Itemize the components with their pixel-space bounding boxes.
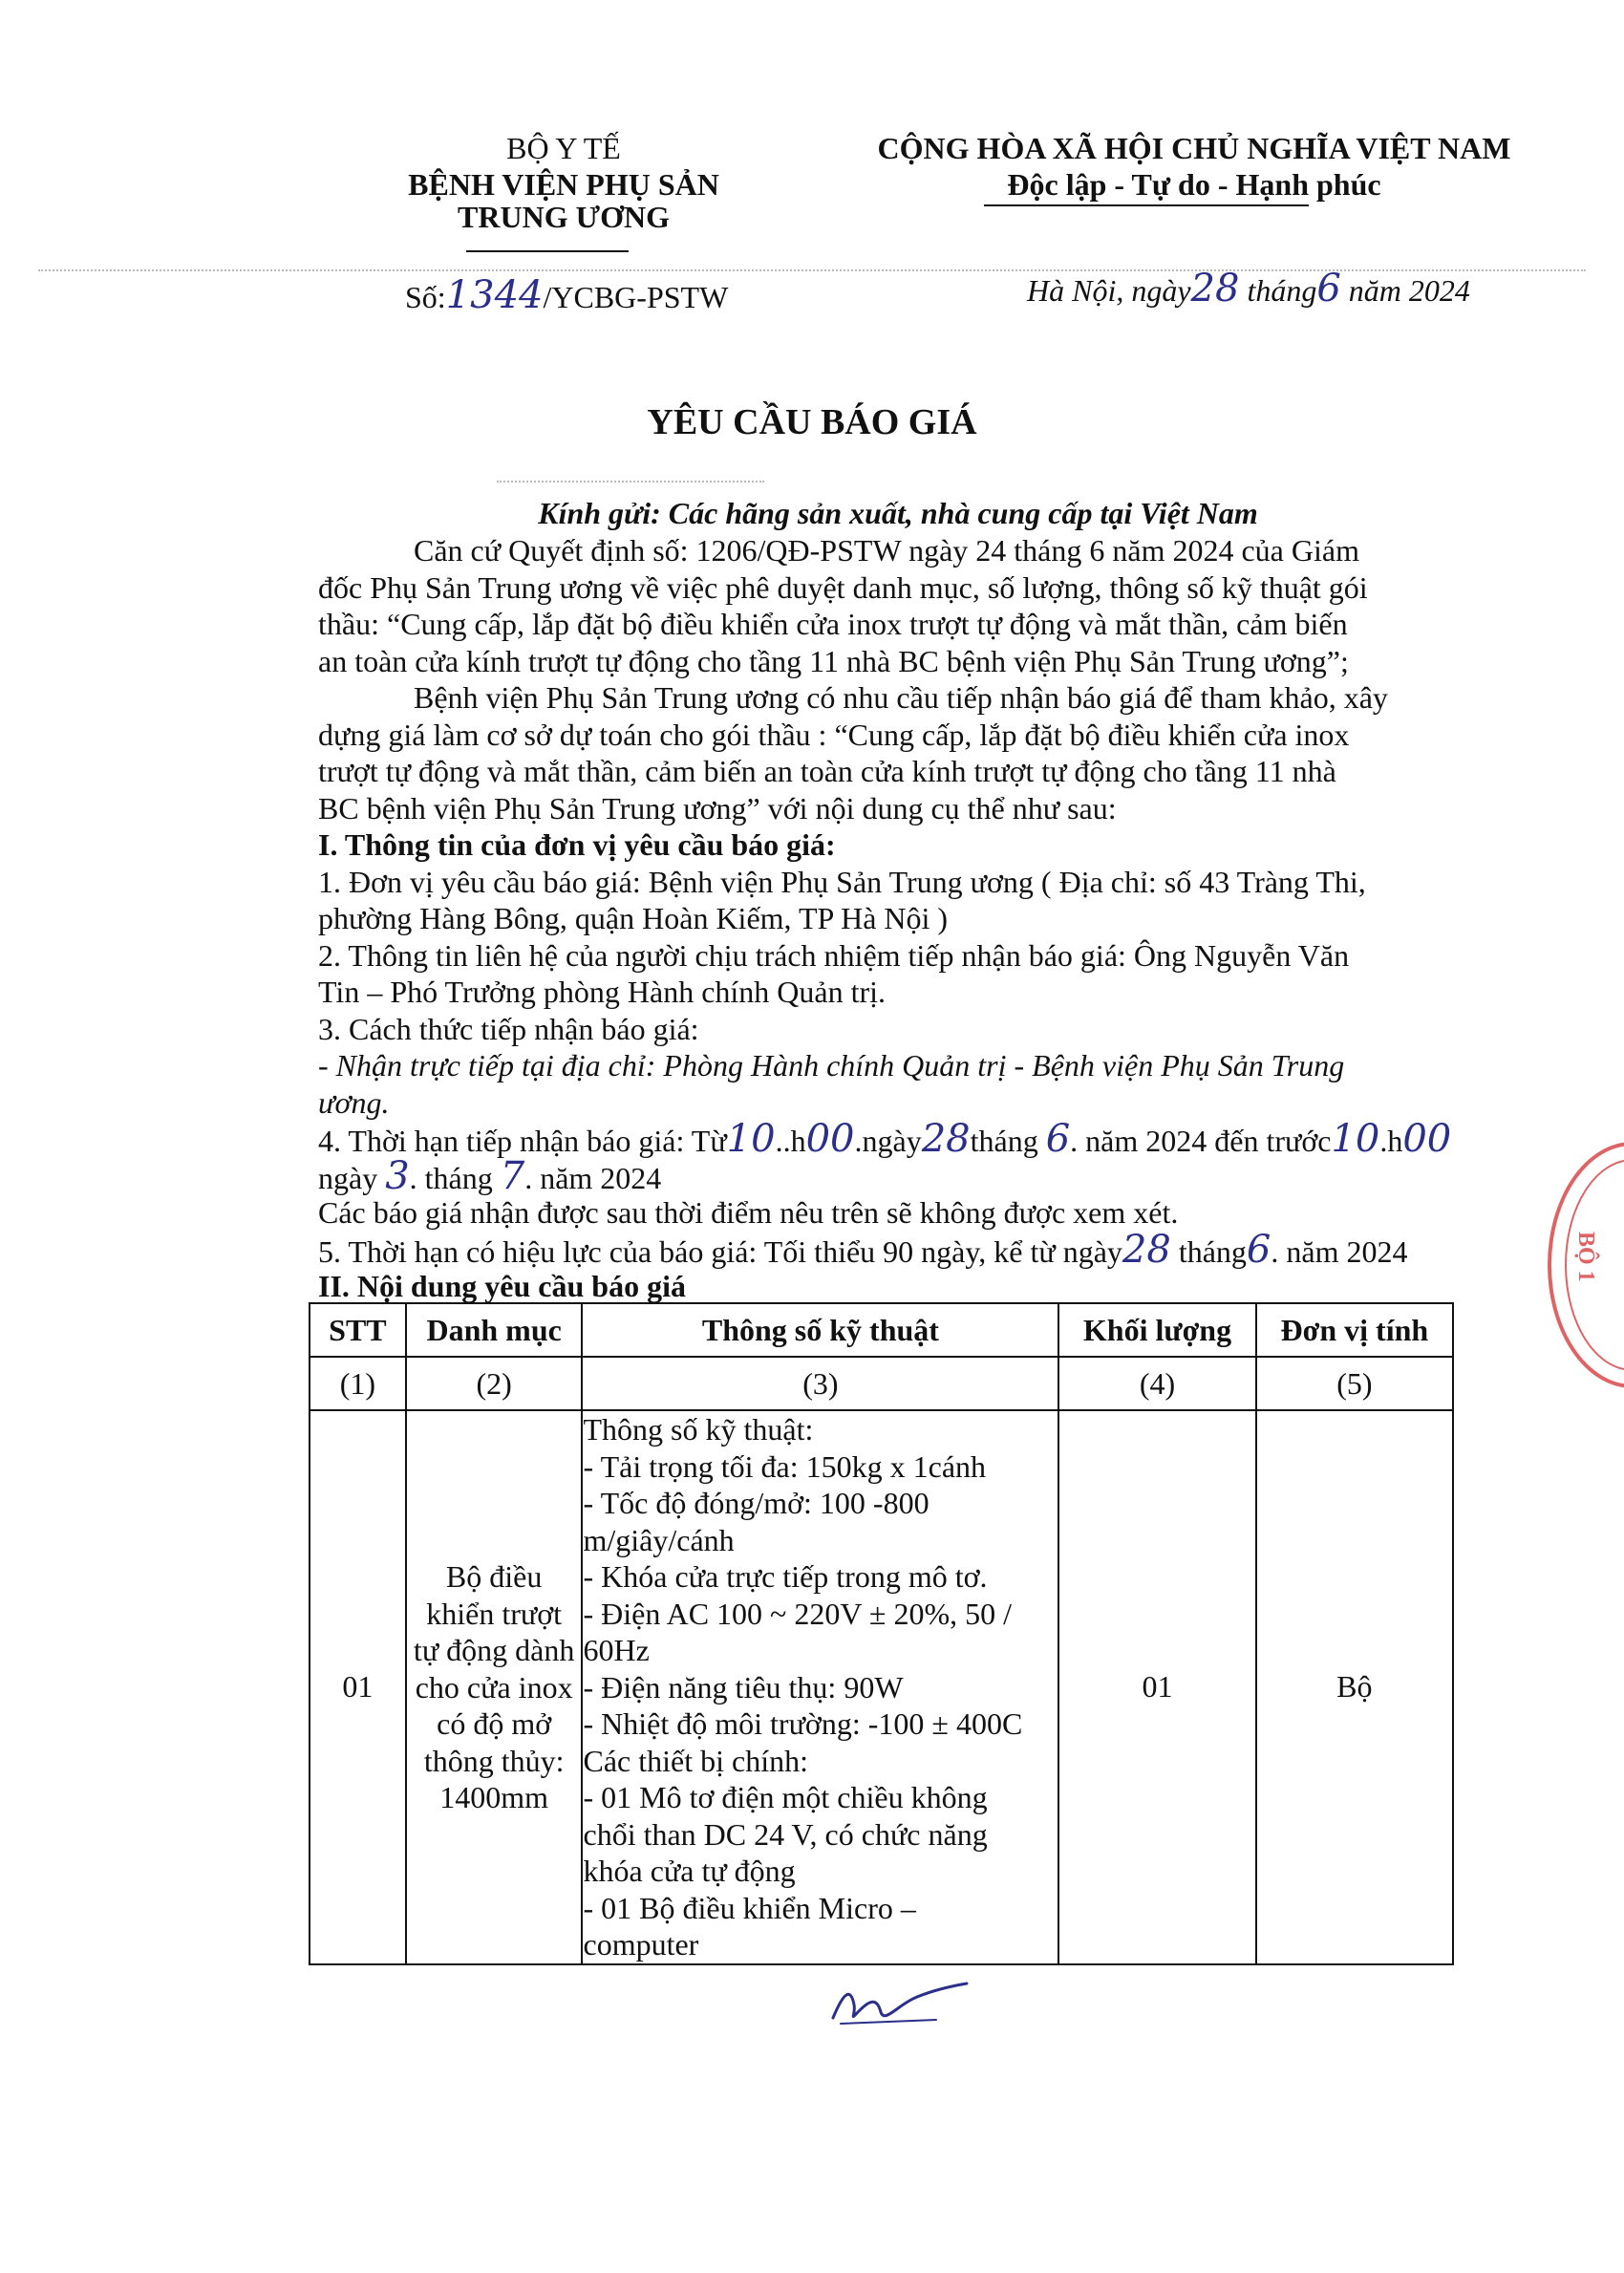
validity-line: 5. Thời hạn có hiệu lực của báo giá: Tối thiểu 90 ngày, kể từ ngày28 tháng6. năm 2024 [318, 1227, 1408, 1272]
republic-title: CỘNG HÒA XÃ HỘI CHỦ NGHĨA VIỆT NAM [877, 131, 1511, 165]
deadline-line-2: ngày 3. tháng 7. năm 2024 [318, 1153, 662, 1198]
document-title: YÊU CẦU BÁO GIÁ [647, 402, 977, 442]
handwritten-number: 1344 [445, 273, 544, 317]
document-number: Số:1344/YCBG-PSTW [405, 273, 729, 317]
section-1-title: I. Thông tin của đơn vị yêu cầu báo giá: [318, 827, 836, 862]
red-stamp [1548, 1142, 1624, 1388]
hospital-name-line1: BỆNH VIỆN PHỤ SẢN [408, 167, 719, 202]
section-2-title: II. Nội dung yêu cầu báo giá [318, 1269, 686, 1303]
handwritten-day: 28 [1190, 267, 1240, 311]
section-1: I. Thông tin của đơn vị yêu cầu báo giá: 1. Đơn vị yêu cầu báo giá: Bệnh viện Phụ Sản Trung ương ( Địa chỉ: số 43 Tràng Thi, phường Hàng Bông, quận Hoàn Kiếm, TP Hà Nội ) 2. Thông tin liên hệ của người chịu trách nhiệm tiếp nhận báo giá: Ông Nguyễn Văn Tin – Phó Trưởng phòng Hành chính Quản trị. 3. Cách thức tiếp nhận báo giá: - Nhận trực tiếp tại địa chỉ: Phòng Hành chính Quản trị - Bệnh viện Phụ Sản Trung ương. 4. Thời hạn tiếp nhận báo giá: Từ10..h00.ngày28tháng 6. năm 2024 đến trước10.h00 ngày 3. tháng 7. năm 2024 Các báo giá nhận được sau thời điểm nêu trên sẽ không được xem xét. 5. Thời hạn có hiệu lực của báo giá: Tối thiểu 90 ngày, kể từ ngày28 tháng6. năm 2024 II. Nội dung yêu cầu báo giá [318, 826, 1464, 1305]
header-underline [466, 250, 629, 252]
col-header-don-vi: Đơn vị tính [1256, 1303, 1453, 1357]
quotation-table [309, 1302, 1454, 1965]
cell-danh-muc: Bộ điều khiển trượt tự động dành cho cửa inox có độ mở thông thủy: 1400mm [406, 1410, 583, 1964]
handwritten-month: 6 [1316, 267, 1341, 311]
col-header-spec: Thông số kỹ thuật [582, 1303, 1058, 1357]
hospital-name-line2: TRUNG ƯƠNG [458, 200, 670, 234]
red-stamp-text: BỘ 1 [1573, 1232, 1598, 1282]
initial-signature [822, 1976, 974, 2033]
col-header-stt: STT [310, 1303, 406, 1357]
document-date: Hà Nội, ngày28 tháng6 năm 2024 [1027, 267, 1470, 311]
ministry-name: BỘ Y TẾ [506, 131, 621, 165]
paragraph-request: Bệnh viện Phụ Sản Trung ương có nhu cầu tiếp nhận báo giá để tham khảo, xây dựng giá làm cơ sở dự toán cho gói thầu : “Cung cấp, lắp đặt bộ điều khiển cửa inox trượt tự động và mắt thần, cảm biến an toàn cửa kính trượt tự động cho tầng 11 nhà BC bệnh viện Phụ Sản Trung ương” với nội dung cụ thể như sau: [318, 680, 1388, 826]
cell-stt: 01 [310, 1410, 406, 1964]
scan-artifact [497, 481, 764, 482]
table-number-row: (1) (2) (3) (4) (5) [310, 1357, 1453, 1410]
motto: Độc lập - Tự do - Hạnh phúc [1007, 167, 1381, 202]
greeting: Kính gửi: Các hãng sản xuất, nhà cung cấp tại Việt Nam [538, 496, 1258, 530]
col-header-danh-muc: Danh mục [406, 1303, 583, 1357]
table-row [310, 1410, 1453, 1964]
cell-khoi-luong: 01 [1058, 1410, 1255, 1964]
table-header-row [310, 1303, 1453, 1357]
cell-don-vi: Bộ [1256, 1410, 1453, 1964]
cell-spec: Thông số kỹ thuật: - Tải trọng tối đa: 150kg x 1cánh - Tốc độ đóng/mở: 100 -800 m/giây/cánh - Khóa cửa trực tiếp trong mô tơ. - Điện AC 100 ~ 220V ± 20%, 50 / 60Hz - Điện năng tiêu thụ: 90W - Nhiệt độ môi trường: -100 ± 400C Các thiết bị chính: - 01 Mô tơ điện một chiều không chổi than DC 24 V, có chức năng khóa cửa tự động - 01 Bộ điều khiển Micro – computer [582, 1410, 1058, 1964]
deadline-line: 4. Thời hạn tiếp nhận báo giá: Từ10..h00.ngày28tháng 6. năm 2024 đến trước10.h00 [318, 1117, 1452, 1161]
motto-underline [984, 204, 1309, 206]
col-header-khoi-luong: Khối lượng [1058, 1303, 1255, 1357]
paragraph-basis: Căn cứ Quyết định số: 1206/QĐ-PSTW ngày 24 tháng 6 năm 2024 của Giám đốc Phụ Sản Trung ương về việc phê duyệt danh mục, số lượng, thông số kỹ thuật gói thầu: “Cung cấp, lắp đặt bộ điều khiển cửa inox trượt tự động và mắt thần, cảm biến an toàn cửa kính trượt tự động cho tầng 11 nhà BC bệnh viện Phụ Sản Trung ương”; [318, 533, 1368, 678]
